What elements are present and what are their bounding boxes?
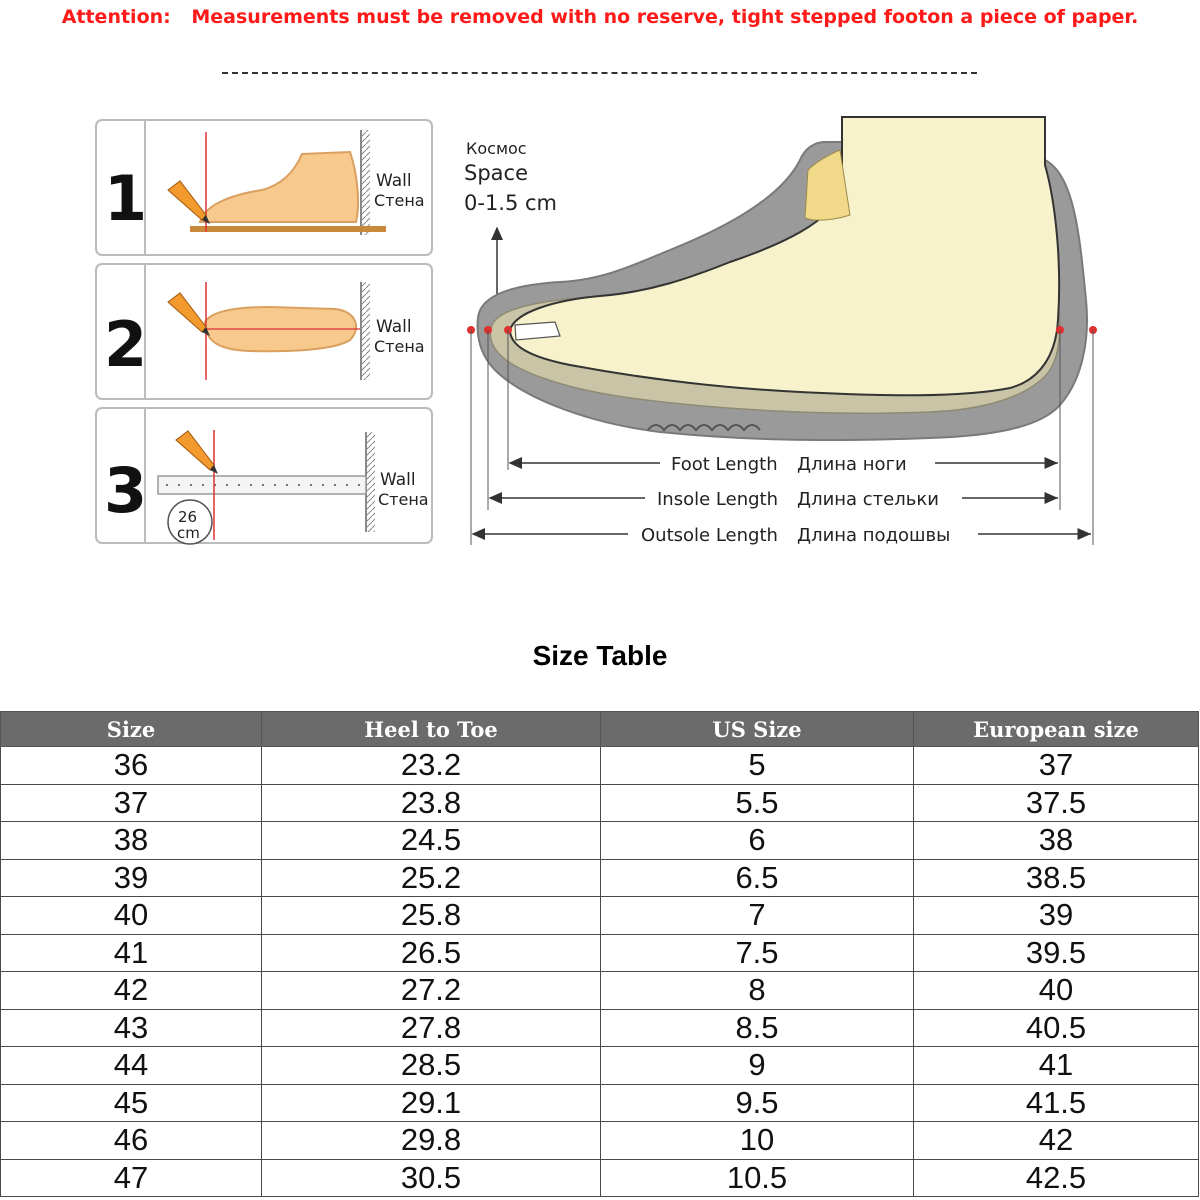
foot-length-en: Foot Length: [671, 454, 778, 475]
measurement-diagram: [0, 100, 1200, 560]
step-2-number: 2: [104, 308, 148, 381]
table-row: [1, 972, 1199, 1010]
cell-heel-to-toe: 28.5: [262, 1047, 601, 1085]
cell-us-size: 7.5: [601, 934, 914, 972]
cell-size: 46: [1, 1122, 262, 1160]
table-row: [1, 897, 1199, 935]
step-2-panel: [96, 264, 432, 399]
cell-size: 36: [1, 747, 262, 785]
ruler-value: 26: [178, 508, 198, 526]
cell-us-size: 6: [601, 822, 914, 860]
shoe-diagram: [464, 117, 1097, 546]
step-2-wall-ru: Стена: [374, 337, 425, 356]
cell-size: 40: [1, 897, 262, 935]
cell-heel-to-toe: 25.8: [262, 897, 601, 935]
step-3-number: 3: [104, 454, 148, 527]
cell-us-size: 10.5: [601, 1159, 914, 1197]
cell-heel-to-toe: 27.2: [262, 972, 601, 1010]
cell-us-size: 9: [601, 1047, 914, 1085]
insole-length-en: Insole Length: [657, 489, 778, 510]
cell-heel-to-toe: 23.8: [262, 784, 601, 822]
cell-us-size: 7: [601, 897, 914, 935]
header-us-size: US Size: [601, 712, 914, 747]
outsole-length-en: Outsole Length: [641, 525, 778, 546]
cell-size: 44: [1, 1047, 262, 1085]
insole-length-arrow: [490, 489, 1058, 510]
table-row: [1, 1159, 1199, 1197]
header-size: Size: [1, 712, 262, 747]
wall-icon: [361, 130, 370, 235]
cell-us-size: 10: [601, 1122, 914, 1160]
foot-length-ru: Длина ноги: [797, 454, 907, 475]
table-row: [1, 1047, 1199, 1085]
cell-heel-to-toe: 23.2: [262, 747, 601, 785]
attention-text: Measurements must be removed with no reserve, tight stepped footon a piece of paper.: [191, 6, 1139, 28]
cell-european-size: 40: [914, 972, 1199, 1010]
foot-illustration: [510, 117, 1059, 395]
step-1-number: 1: [104, 162, 148, 235]
size-table: [0, 711, 1199, 1197]
table-row: [1, 747, 1199, 785]
space-label-en: Space: [464, 161, 528, 185]
wall-icon: [366, 432, 375, 532]
cell-us-size: 8: [601, 972, 914, 1010]
cell-heel-to-toe: 24.5: [262, 822, 601, 860]
table-row: [1, 1084, 1199, 1122]
cell-european-size: 42.5: [914, 1159, 1199, 1197]
step-3-wall-ru: Стена: [378, 490, 429, 509]
cell-us-size: 6.5: [601, 859, 914, 897]
outsole-length-arrow: [473, 525, 1091, 546]
cell-us-size: 9.5: [601, 1084, 914, 1122]
cell-european-size: 42: [914, 1122, 1199, 1160]
header-european-size: European size: [914, 712, 1199, 747]
table-row: [1, 1009, 1199, 1047]
space-range: 0-1.5 cm: [464, 191, 558, 215]
step-2-wall-en: Wall: [376, 317, 412, 337]
cell-size: 38: [1, 822, 262, 860]
cell-european-size: 41.5: [914, 1084, 1199, 1122]
cell-european-size: 39.5: [914, 934, 1199, 972]
cell-heel-to-toe: 26.5: [262, 934, 601, 972]
cell-size: 45: [1, 1084, 262, 1122]
cell-size: 39: [1, 859, 262, 897]
outsole-length-ru: Длина подошвы: [797, 525, 951, 546]
cell-size: 47: [1, 1159, 262, 1197]
size-table-title: Size Table: [532, 640, 668, 671]
cell-heel-to-toe: 27.8: [262, 1009, 601, 1047]
cell-european-size: 39: [914, 897, 1199, 935]
table-header-row: [1, 712, 1199, 747]
cell-us-size: 5.5: [601, 784, 914, 822]
cell-european-size: 37: [914, 747, 1199, 785]
step-1-wall-en: Wall: [376, 171, 412, 191]
cell-european-size: 40.5: [914, 1009, 1199, 1047]
wall-icon: [361, 282, 370, 380]
cell-european-size: 38: [914, 822, 1199, 860]
cell-us-size: 8.5: [601, 1009, 914, 1047]
floor-board: [190, 226, 386, 232]
cell-size: 42: [1, 972, 262, 1010]
step-3-wall-en: Wall: [380, 470, 416, 490]
cell-size: 41: [1, 934, 262, 972]
step-1-panel: [96, 120, 432, 255]
table-row: [1, 1122, 1199, 1160]
cell-heel-to-toe: 25.2: [262, 859, 601, 897]
step-3-panel: [96, 408, 432, 544]
insole-length-ru: Длина стельки: [797, 489, 939, 510]
cell-heel-to-toe: 29.1: [262, 1084, 601, 1122]
space-label-ru: Космос: [466, 139, 527, 158]
header-heel-to-toe: Heel to Toe: [262, 712, 601, 747]
table-row: [1, 822, 1199, 860]
foot-length-arrow: [510, 454, 1058, 475]
table-row: [1, 934, 1199, 972]
ruler-icon: [158, 476, 366, 494]
attention-label: Attention:: [61, 6, 171, 28]
cell-size: 43: [1, 1009, 262, 1047]
table-row: [1, 784, 1199, 822]
cell-european-size: 38.5: [914, 859, 1199, 897]
cell-size: 37: [1, 784, 262, 822]
cell-european-size: 37.5: [914, 784, 1199, 822]
cell-heel-to-toe: 30.5: [262, 1159, 601, 1197]
cell-us-size: 5: [601, 747, 914, 785]
table-row: [1, 859, 1199, 897]
cell-european-size: 41: [914, 1047, 1199, 1085]
cell-heel-to-toe: 29.8: [262, 1122, 601, 1160]
ruler-unit: cm: [177, 524, 200, 542]
step-1-wall-ru: Стена: [374, 191, 425, 210]
dashed-divider: [222, 72, 977, 74]
attention-notice: [0, 6, 1200, 28]
